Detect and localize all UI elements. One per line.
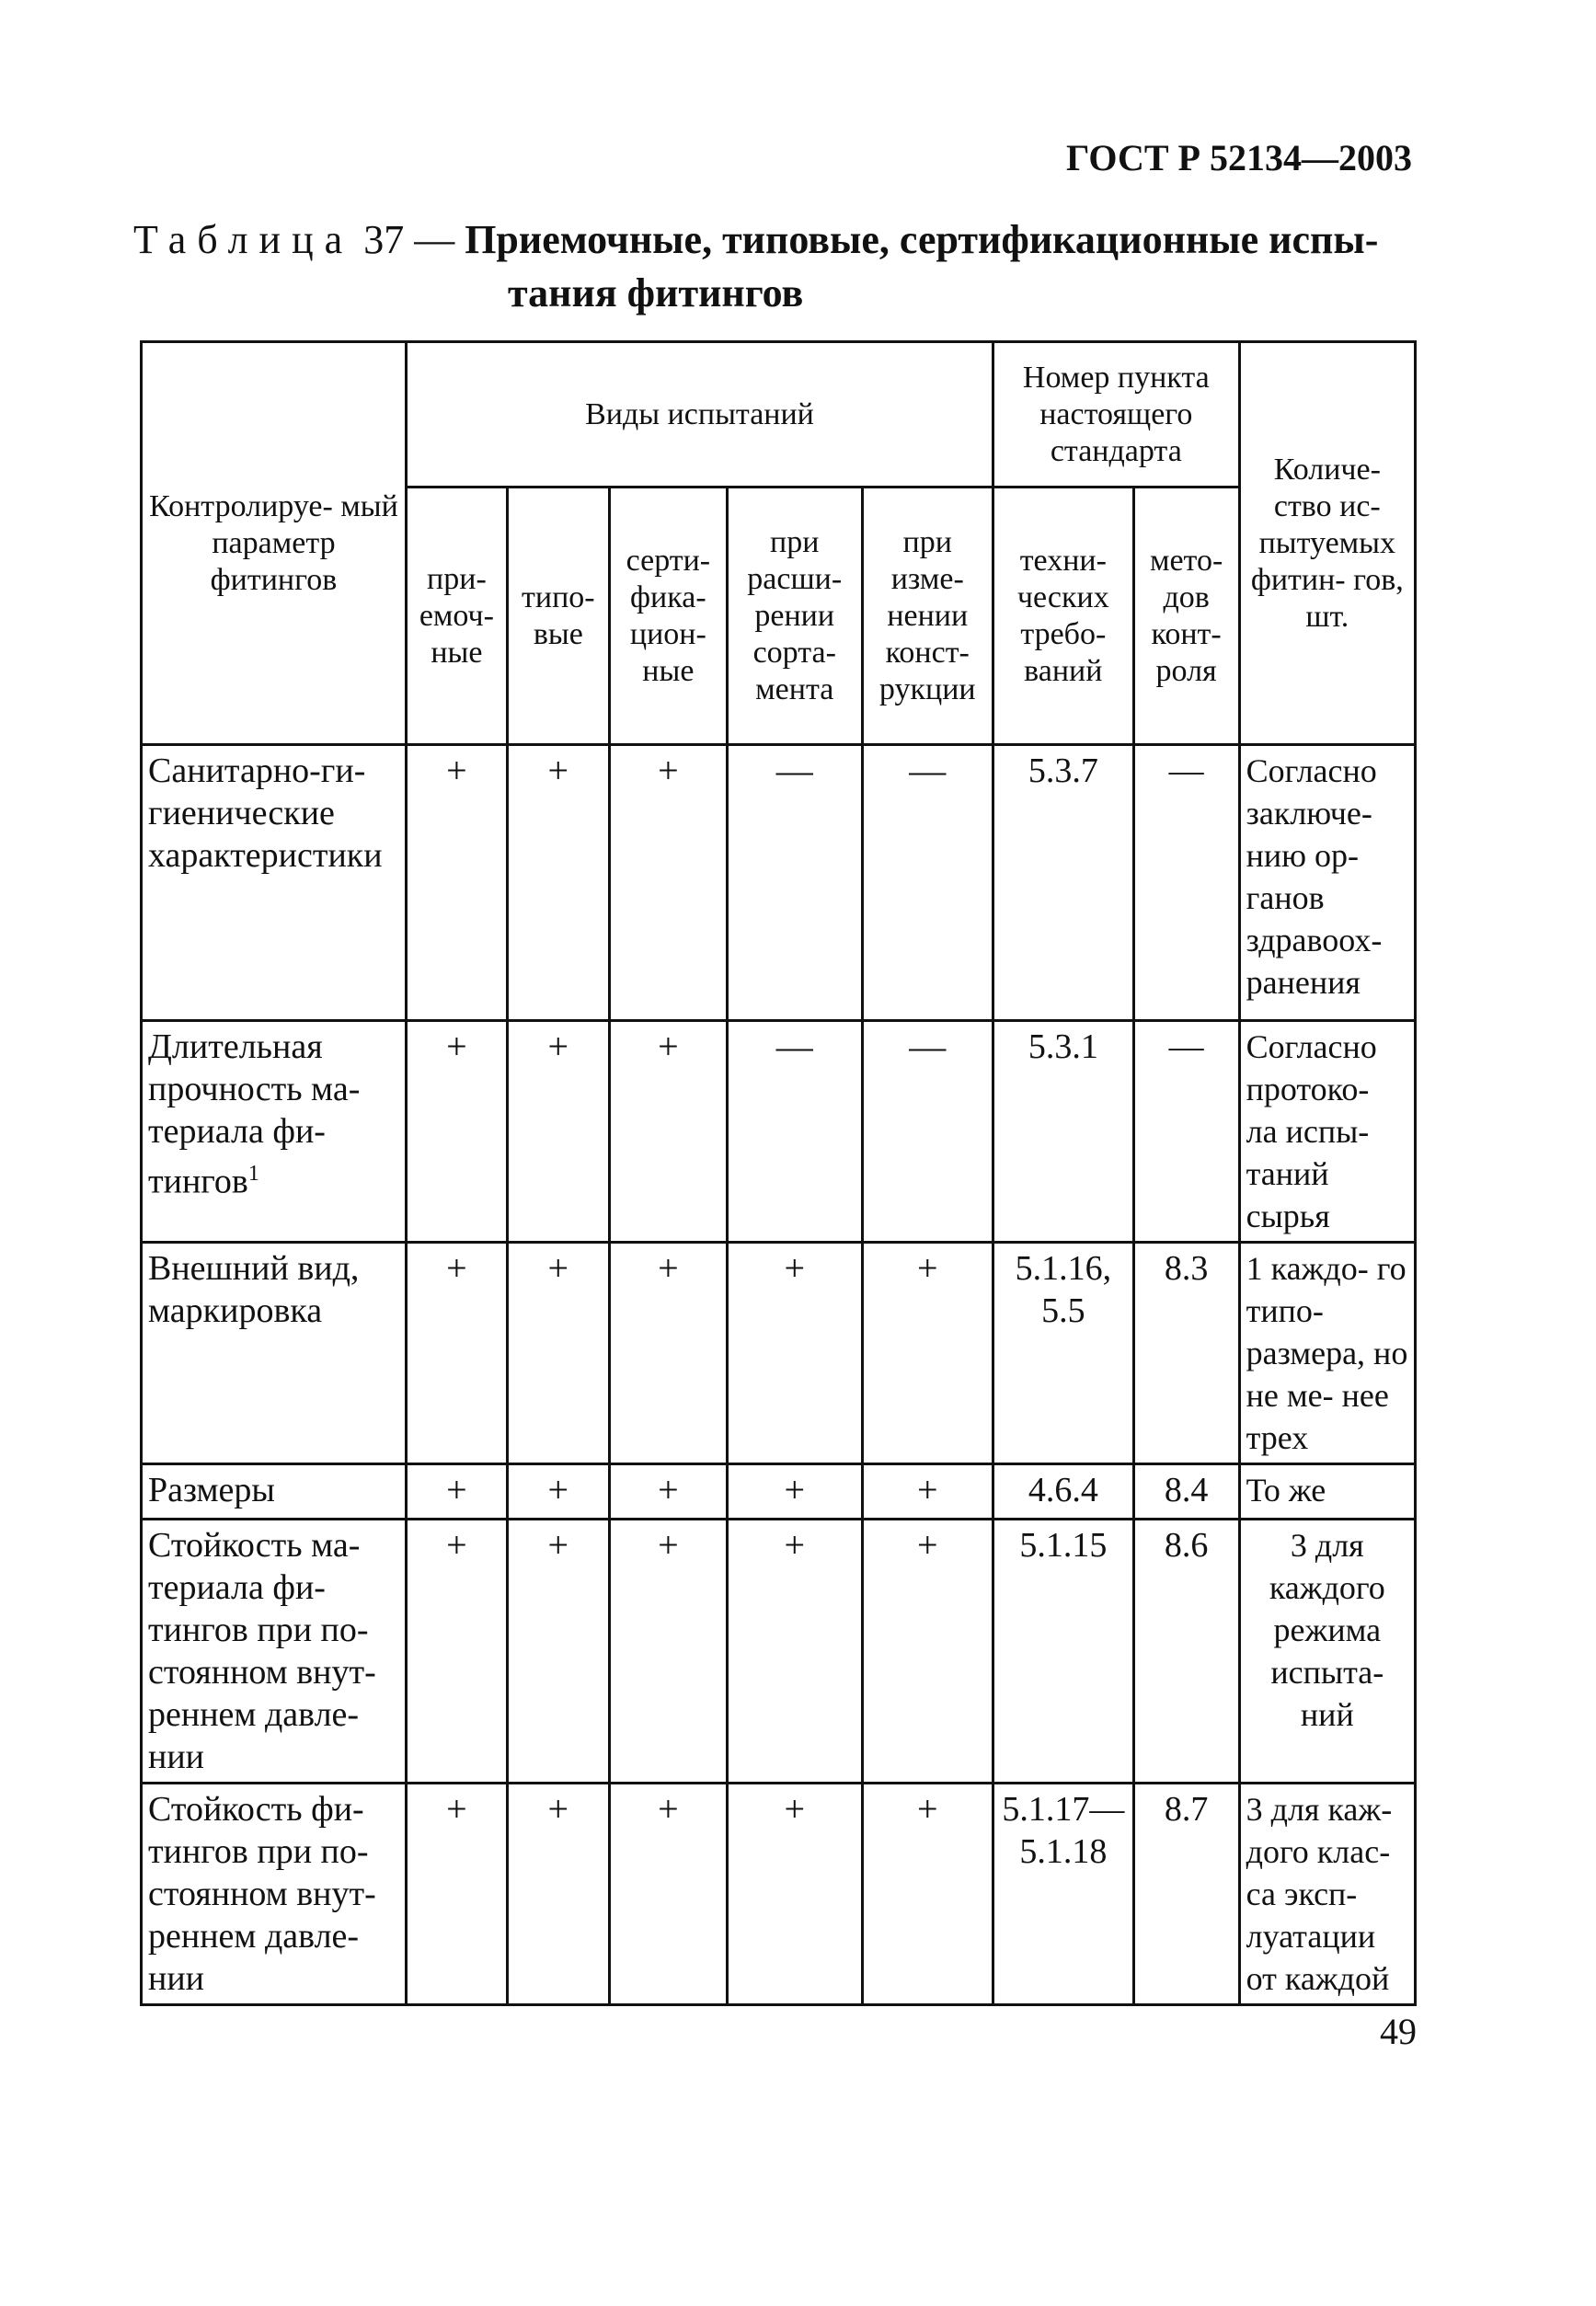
qty-cell: 1 каждо- го типо- размера, но не ме- нее трех	[1239, 1243, 1415, 1464]
row-param: Внешний вид, маркировка	[142, 1243, 407, 1464]
footnote-marker: 1	[247, 1162, 259, 1186]
header-param: Контролируе- мый параметр фитингов	[142, 342, 407, 745]
method-clause: —	[1133, 1021, 1239, 1243]
tech-clause: 5.1.15	[993, 1520, 1134, 1784]
mark-cell: +	[609, 745, 727, 1021]
header-test-type: типо- вые	[507, 488, 609, 745]
mark-cell: +	[727, 1784, 862, 2005]
tech-clause: 4.6.4	[993, 1464, 1134, 1520]
tests-table	[140, 340, 1417, 2006]
mark-cell: —	[862, 1021, 993, 1243]
mark-cell: +	[862, 1784, 993, 2005]
row-param: Стойкость ма- териала фи- тингов при по- стоянном внут- реннем давле- нии	[142, 1520, 407, 1784]
mark-cell: +	[507, 1243, 609, 1464]
tech-clause: 5.1.16, 5.5	[993, 1243, 1134, 1464]
mark-cell: +	[406, 1243, 507, 1464]
header-qty: Количе- ство ис- пытуемых фитин- гов, шт.	[1239, 342, 1415, 745]
table-row	[142, 1520, 1416, 1784]
mark-cell: +	[507, 1520, 609, 1784]
mark-cell: +	[507, 1784, 609, 2005]
qty-cell: 3 для каж- дого клас- са эксп- луатации от каждой	[1239, 1784, 1415, 2005]
header-clause-tech: техни- ческих требо- ваний	[993, 488, 1134, 745]
mark-cell: +	[862, 1520, 993, 1784]
method-clause: 8.3	[1133, 1243, 1239, 1464]
mark-cell: +	[406, 1520, 507, 1784]
tech-clause: 5.3.1	[993, 1021, 1134, 1243]
row-param: Санитарно-ги- гиенические характеристики	[142, 745, 407, 1021]
mark-cell: +	[406, 745, 507, 1021]
tech-clause: 5.3.7	[993, 745, 1134, 1021]
mark-cell: +	[406, 1784, 507, 2005]
row-param: Стойкость фи- тингов при по- стоянном внут- реннем давле- нии	[142, 1784, 407, 2005]
qty-cell: 3 для каждого режима испыта- ний	[1239, 1520, 1415, 1784]
header-test-certification: серти- фика- цион- ные	[609, 488, 727, 745]
row-param: Размеры	[142, 1464, 407, 1520]
table-row	[142, 1243, 1416, 1464]
mark-cell: —	[727, 1021, 862, 1243]
mark-cell: +	[609, 1520, 727, 1784]
caption-label: Таблица	[133, 217, 354, 262]
qty-cell: То же	[1239, 1464, 1415, 1520]
method-clause: —	[1133, 745, 1239, 1021]
table-caption	[133, 213, 1421, 320]
mark-cell: +	[507, 1021, 609, 1243]
mark-cell: +	[727, 1243, 862, 1464]
document-code: ГОСТ Р 52134—2003	[1065, 137, 1412, 178]
mark-cell: +	[609, 1784, 727, 2005]
row-param	[142, 1021, 407, 1243]
caption-number: 37 —	[363, 217, 455, 262]
caption-title-line1: Приемочные, типовые, сертификационные испы-	[465, 217, 1379, 262]
header-clause-methods: мето- дов конт- роля	[1133, 488, 1239, 745]
table-row	[142, 1021, 1416, 1243]
qty-cell: Согласно заключе- нию ор- ганов здравоох- ранения	[1239, 745, 1415, 1021]
header-test-range-extension: при расши- рении сорта- мента	[727, 488, 862, 745]
mark-cell: +	[862, 1464, 993, 1520]
mark-cell: +	[406, 1021, 507, 1243]
header-tests-group: Виды испытаний	[406, 342, 993, 488]
mark-cell: +	[406, 1464, 507, 1520]
mark-cell: +	[507, 745, 609, 1021]
header-clause-group: Номер пункта настоящего стандарта	[993, 342, 1240, 488]
mark-cell: —	[727, 745, 862, 1021]
table-row	[142, 1784, 1416, 2005]
qty-cell: Согласно протоко- ла испы- таний сырья	[1239, 1021, 1415, 1243]
mark-cell: —	[862, 745, 993, 1021]
mark-cell: +	[727, 1520, 862, 1784]
mark-cell: +	[609, 1021, 727, 1243]
mark-cell: +	[862, 1243, 993, 1464]
mark-cell: +	[727, 1464, 862, 1520]
mark-cell: +	[507, 1464, 609, 1520]
caption-title-line2: тания фитингов	[508, 270, 804, 315]
mark-cell: +	[609, 1464, 727, 1520]
page-number: 49	[1380, 2011, 1417, 2052]
row-param-text: Длительная прочность ма- териала фи- тингов	[148, 1027, 361, 1201]
method-clause: 8.6	[1133, 1520, 1239, 1784]
mark-cell: +	[609, 1243, 727, 1464]
table-row	[142, 1464, 1416, 1520]
header-test-acceptance: при- емоч- ные	[406, 488, 507, 745]
method-clause: 8.4	[1133, 1464, 1239, 1520]
table-row	[142, 745, 1416, 1021]
method-clause: 8.7	[1133, 1784, 1239, 2005]
tech-clause: 5.1.17— 5.1.18	[993, 1784, 1134, 2005]
header-test-design-change: при изме- нении конст- рукции	[862, 488, 993, 745]
